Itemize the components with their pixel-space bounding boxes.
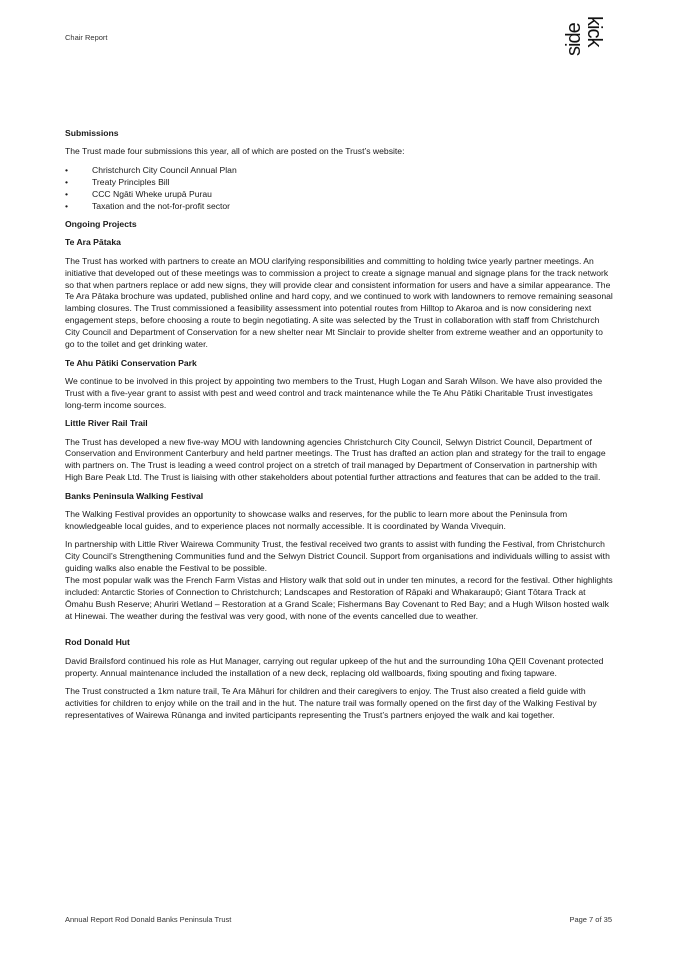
footer-report-title: Annual Report Rod Donald Banks Peninsula Trust: [65, 915, 232, 924]
te-ahu-patiki-heading: Te Ahu Pātiki Conservation Park: [65, 357, 197, 368]
rod-donald-hut-body-2: The Trust constructed a 1km nature trail, Te Ara Māhuri for children and their caregivers to enjoy. The Trust also created a field guide with activities for children to enjoy while on the trail and in the hut. The nature trail was formally opened on the first day of the Walking Festival by representatives of Wairewa Rūnanga and invited participants representing the Trust’s partners enjoyed the walk and kai together.: [65, 685, 597, 720]
svg-text:kick: kick: [583, 16, 605, 47]
rail-trail-heading: Little River Rail Trail: [65, 418, 148, 429]
submissions-heading: Submissions: [65, 128, 119, 138]
te-ara-pataka-heading: Te Ara Pātaka: [65, 237, 121, 248]
list-item: • Christchurch City Council Annual Plan: [65, 165, 613, 177]
kickside-logo: [556, 16, 606, 78]
submissions-list: [65, 165, 613, 213]
section-spacer: [65, 629, 613, 637]
walking-festival-heading: Banks Peninsula Walking Festival: [65, 490, 204, 501]
rod-donald-hut-body-1: David Brailsford continued his role as Hut Manager, carrying out regular upkeep of the hut and the surrounding 10ha QEII Covenant protected property. Annual maintenance included the installation of a new deck, replacing old wallboards, fixing spouting and fixing tapware.: [65, 655, 604, 678]
report-content: [65, 128, 613, 728]
rod-donald-hut-heading: Rod Donald Hut: [65, 637, 130, 648]
footer-page-number: Page 7 of 35: [569, 915, 612, 924]
header-label: Chair Report: [65, 33, 108, 42]
list-item: • CCC Ngāti Wheke urupā Purau: [65, 189, 613, 201]
list-item: • Taxation and the not-for-profit sector: [65, 201, 613, 213]
walking-festival-body-3: The most popular walk was the French Farm Vistas and History walk that sold out in under ten minutes, a record for the festival. Other highlights included: Antarctic Stories of Connection to Christchurch; Landscapes and Restoration of Rāpaki and Whakaraupō; Giant Tōtara Track at Ōmahu Bush Reserve; Ahuriri Wetland – Restoration at a Grand Scale; Fishermans Bay Covenant to Red Bay; and a Hugh Wilson hosted walk at Hinewai. The weather during the festival was very good, with none of the events cancelled due to weather.: [65, 575, 613, 621]
svg-text:side: side: [563, 23, 585, 56]
rail-trail-body: The Trust has developed a new five-way MOU with landowning agencies Christchurch City Council, Selwyn District Council, Department of Conservation and Environment Canterbury and held partner meetings. The Trust has drafted an action plan and strategy for the trail to engage with partners on. The Trust is leading a weed control project on a stretch of trail managed by Department of Conservation in partnership with High Bare Peak Ltd. The Trust is liaising with other stakeholders about potential further attractions and features that can be added to the trail.: [65, 436, 606, 483]
walking-festival-body-1: The Walking Festival provides an opportunity to showcase walks and reserves, for the public to learn more about the Peninsula from knowledgeable local guides, and to experience places not normally accessible. It is coordinated by Wanda Vivequin.: [65, 509, 568, 531]
te-ara-pataka-body: The Trust has worked with partners to create an MOU clarifying responsibilities and committing to holding twice yearly partner meetings. An initiative that developed out of these meetings was to commission a project to create a signage manual and signage plans for the track network so that when partners replace or add new signs, they will provide clear and consistent information for users and have a similar appearance. The Te Ara Pātaka brochure was updated, published online and hard copy, and we continued to work with landowners to remove remaining seasonal lambing closures. The Trust commissioned a feasibility assessment into potential routes from Hilltop to Akaroa and is now considering next engagement steps, before choosing a route to begin negotiating. A site was selected by the Trust in collaboration with staff from Christchurch City Council and Department of Conservation for a new shelter near Mt Sinclair to provide shelter from extreme weather and an opportunity to go to the toilet and get drinking water.: [65, 255, 613, 350]
submissions-intro: The Trust made four submissions this year, all of which are posted on the Trust’s website:: [65, 146, 405, 157]
te-ahu-patiki-body: We continue to be involved in this project by appointing two members to the Trust, Hugh Logan and Sarah Wilson. We have also provided the Trust with a five-year grant to assist with pest and weed control and track maintenance while the Te Ahu Pātiki Charitable Trust investigates long-term income sources.: [65, 375, 603, 410]
list-item: • Treaty Principles Bill: [65, 177, 613, 189]
walking-festival-body-2: In partnership with Little River Wairewa Community Trust, the festival received two grants to assist with funding the Festival, from Christchurch City Council’s Strengthening Communities fund and the Selwyn District Council. Support from organisations and individuals willing to assist with guiding walks also enable the Festival to be possible.: [65, 539, 610, 574]
ongoing-projects-heading: Ongoing Projects: [65, 218, 137, 229]
